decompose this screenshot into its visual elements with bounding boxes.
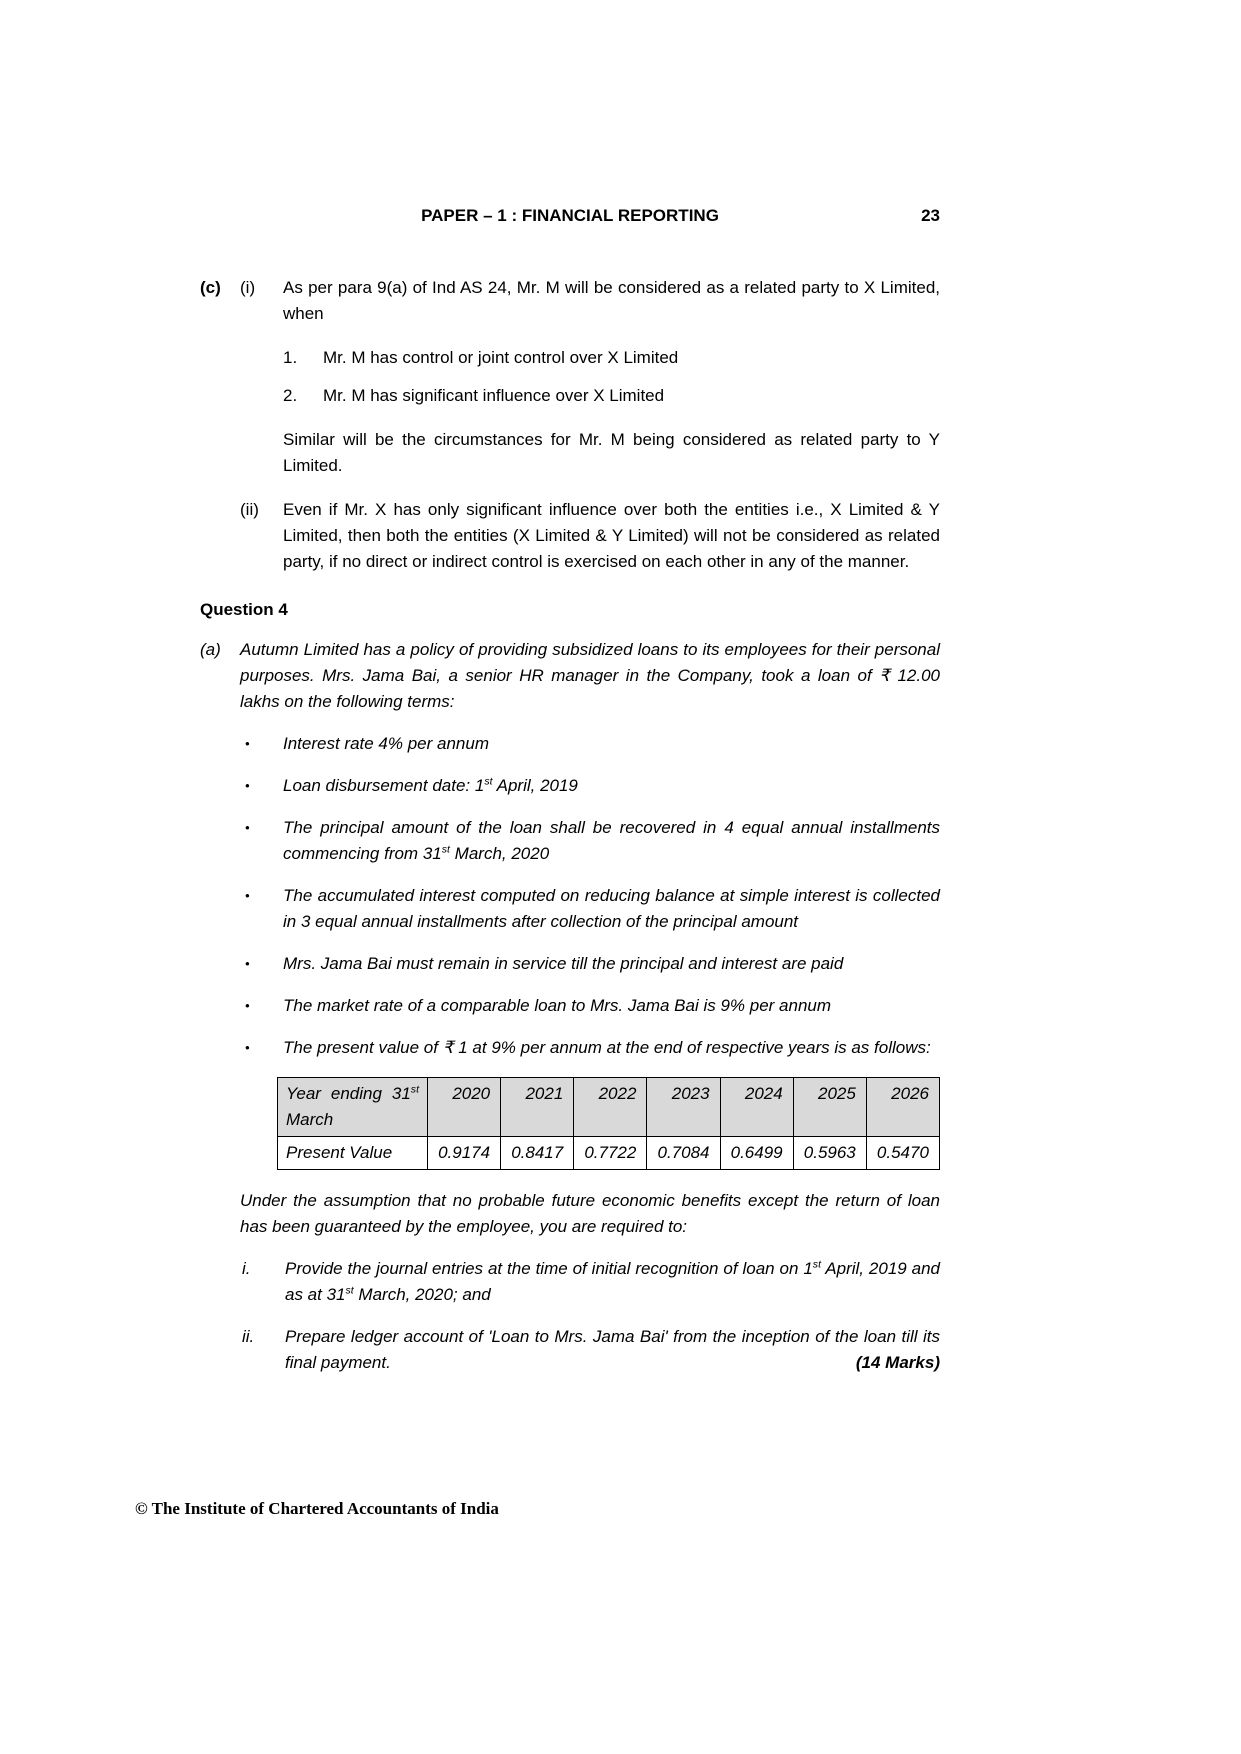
numbered-item-2-number: 2.: [283, 386, 298, 405]
present-value-2021: 0.8417: [501, 1137, 574, 1170]
page-number: 23: [921, 206, 940, 225]
page-content: [200, 203, 940, 1376]
question-4-part-a: [200, 637, 940, 1376]
requirement-ii: [240, 1324, 940, 1376]
part-a-body: [240, 637, 940, 1376]
present-value-2024: 0.6499: [720, 1137, 793, 1170]
bullet-item-service-condition: [240, 951, 940, 977]
item-ii-label: (ii): [240, 500, 259, 519]
question-4-heading: Question 4: [200, 600, 288, 619]
bullet-marker: •: [245, 820, 250, 835]
bullet-marker: •: [245, 998, 250, 1013]
requirement-i-number: i.: [242, 1259, 251, 1278]
present-value-2026: 0.5470: [866, 1137, 939, 1170]
section-c-item-i: [200, 275, 940, 479]
bullet-text: Interest rate 4% per annum: [283, 734, 490, 753]
item-i-body: [283, 275, 940, 479]
bullet-item-interest-rate: [240, 731, 940, 757]
numbered-item-2-text: Mr. M has significant influence over X Limited: [323, 386, 665, 405]
present-value-2025: 0.5963: [793, 1137, 866, 1170]
bullet-text: Mrs. Jama Bai must remain in service till the principal and interest are paid: [283, 954, 844, 973]
requirement-ii-text: Prepare ledger account of 'Loan to Mrs. Jama Bai' from the inception of the loan till its final payment.: [285, 1327, 940, 1372]
requirement-i-text: Provide the journal entries at the time of initial recognition of loan on 1st April, 2019 and as at 31st March, 2020; and: [285, 1258, 940, 1304]
table-header-row: [278, 1078, 940, 1137]
assumption-paragraph: Under the assumption that no probable future economic benefits except the return of loan has been guaranteed by the employee, you are required to:: [240, 1191, 940, 1236]
bullet-marker: •: [245, 1040, 250, 1055]
present-value-2020: 0.9174: [428, 1137, 501, 1170]
bullet-marker: •: [245, 888, 250, 903]
copyright-footer: © The Institute of Chartered Accountants of India: [135, 1499, 499, 1518]
item-i-label: (i): [240, 278, 256, 297]
bullet-item-disbursement-date: [240, 773, 940, 799]
table-header-year-2025: 2025: [793, 1078, 866, 1137]
item-i-closing-paragraph: Similar will be the circumstances for Mr. M being considered as related party to Y Limited.: [283, 430, 940, 475]
numbered-item-1: [283, 345, 940, 371]
numbered-item-2: [283, 383, 940, 409]
bullet-item-market-rate: [240, 993, 940, 1019]
section-c-item-ii: [200, 497, 940, 575]
bullet-text: Loan disbursement date: 1st April, 2019: [283, 775, 578, 795]
table-header-year-2024: 2024: [720, 1078, 793, 1137]
table-header-year-2022: 2022: [574, 1078, 647, 1137]
section-c-label: (c): [200, 278, 221, 297]
bullet-item-principal-recovery: [240, 815, 940, 867]
part-a-label: (a): [200, 640, 221, 659]
requirement-i: [240, 1256, 940, 1308]
table-header-year-2026: 2026: [866, 1078, 939, 1137]
numbered-item-1-text: Mr. M has control or joint control over X Limited: [323, 348, 679, 367]
bullet-text: The accumulated interest computed on reducing balance at simple interest is collected in 3 equal annual installments after collection of the principal amount: [283, 886, 940, 931]
item-i-intro-paragraph: As per para 9(a) of Ind AS 24, Mr. M will be considered as a related party to X Limited, when: [283, 278, 940, 323]
table-header-year-2021: 2021: [501, 1078, 574, 1137]
present-value-2022: 0.7722: [574, 1137, 647, 1170]
present-value-row-label: Present Value: [278, 1137, 428, 1170]
marks-badge: (14 Marks): [855, 1353, 940, 1372]
table-header-year-2020: 2020: [428, 1078, 501, 1137]
table-header-year-2023: 2023: [647, 1078, 720, 1137]
present-value-table: [277, 1077, 940, 1170]
part-a-intro-paragraph: Autumn Limited has a policy of providing subsidized loans to its employees for their personal purposes. Mrs. Jama Bai, a senior HR manager in the Company, took a loan of ₹ 12.00 lakhs on the following terms:: [240, 640, 940, 711]
numbered-item-1-number: 1.: [283, 348, 298, 367]
bullet-marker: •: [245, 736, 250, 751]
bullet-item-accumulated-interest: [240, 883, 940, 935]
requirement-ii-number: ii.: [242, 1327, 255, 1346]
page-header: [200, 203, 940, 229]
paper-title: PAPER – 1 : FINANCIAL REPORTING: [421, 206, 719, 225]
bullet-marker: •: [245, 956, 250, 971]
table-value-row: [278, 1137, 940, 1170]
bullet-text: The present value of ₹ 1 at 9% per annum at the end of respective years is as follows:: [283, 1038, 931, 1057]
table-header-year-ending: Year ending 31st March: [278, 1078, 428, 1137]
bullet-marker: •: [245, 778, 250, 793]
requirement-ii-text-wrap: [285, 1324, 940, 1376]
bullet-text: The market rate of a comparable loan to Mrs. Jama Bai is 9% per annum: [283, 996, 832, 1015]
bullet-text: The principal amount of the loan shall be recovered in 4 equal annual installments commencing from 31st March, 2020: [283, 818, 940, 863]
present-value-2023: 0.7084: [647, 1137, 720, 1170]
bullet-item-present-value: [240, 1035, 940, 1061]
item-ii-paragraph: Even if Mr. X has only significant influence over both the entities i.e., X Limited & Y Limited, then both the entities (X Limited & Y Limited) will not be considered as related party, if no direct or indirect control is exercised on each other in any of the manner.: [283, 500, 940, 571]
